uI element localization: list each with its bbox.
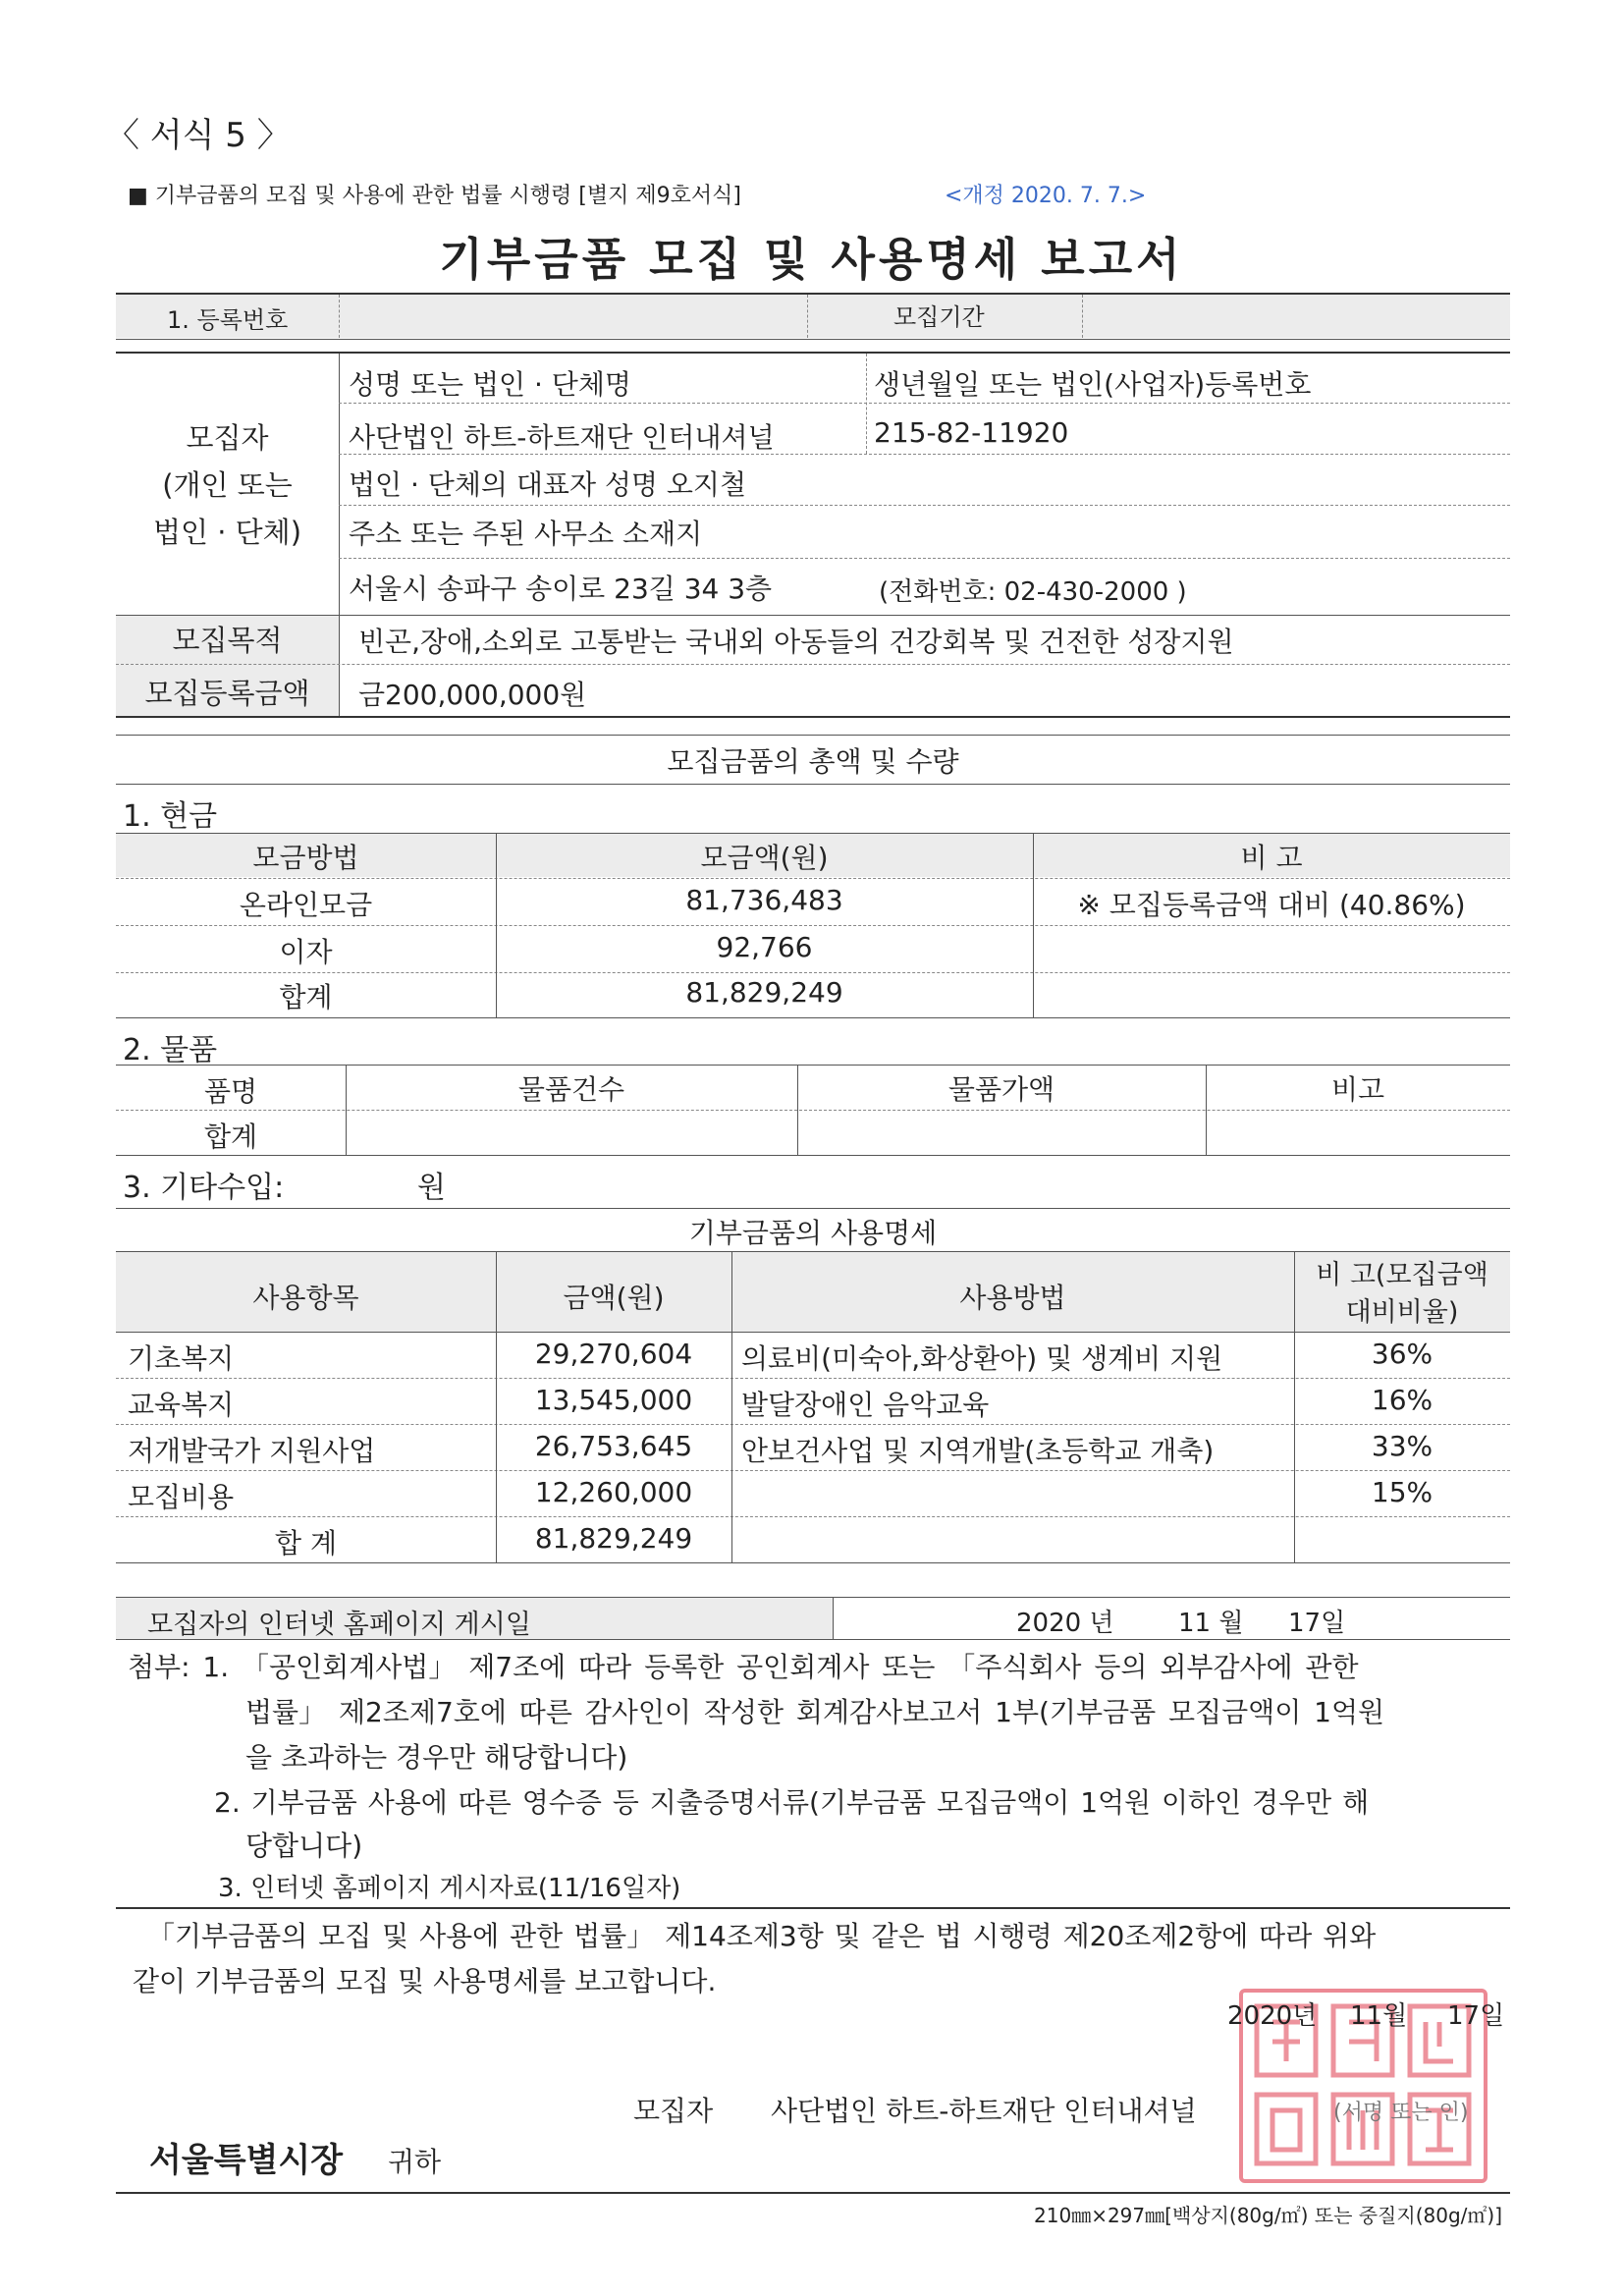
attachment-3: 3. 인터넷 홈페이지 게시자료(11/16일자) — [218, 1874, 681, 1903]
usage-header-note-line1: 비 고(모집금액 — [1316, 1260, 1488, 1290]
usage-row-overseas-ratio: 33% — [1371, 1430, 1434, 1462]
goods-header-note: 비고 — [1330, 1073, 1385, 1106]
usage-row-basic-welfare-method: 의료비(미숙아,화상환아) 및 생계비 지원 — [741, 1342, 1223, 1375]
usage-row-overseas-item: 저개발국가 지원사업 — [128, 1435, 376, 1467]
goods-heading: 2. 물품 — [123, 1033, 218, 1067]
usage-row-basic-welfare-ratio: 36% — [1371, 1338, 1434, 1370]
cash-heading: 1. 현금 — [123, 799, 218, 834]
paper-spec: 210㎜×297㎜[백상지(80g/㎡) 또는 중질지(80g/㎡)] — [1034, 2204, 1502, 2227]
address-label: 주소 또는 주된 사무소 소재지 — [349, 518, 703, 550]
usage-total-label: 합 계 — [275, 1527, 337, 1559]
other-income-label: 3. 기타수입: — [123, 1171, 285, 1205]
attachment-1-line2: 법률」 제2조제7호에 따른 감사인이 작성한 회계감사보고서 1부(기부금품 모집금액이 1억원 — [245, 1696, 1385, 1728]
usage-row-overseas-method: 안보건사업 및 지역개발(초등학교 개축) — [741, 1435, 1215, 1467]
cash-row-total-method: 합계 — [279, 981, 333, 1013]
declaration-line2: 같이 기부금품의 모집 및 사용명세를 보고합니다. — [133, 1965, 717, 1997]
attachment-1-line3: 을 초과하는 경우만 해당합니다) — [245, 1741, 628, 1774]
cash-row-online-method: 온라인모금 — [239, 889, 373, 921]
cash-header-amount: 모금액(원) — [700, 842, 829, 874]
cash-row-interest-method: 이자 — [279, 936, 333, 968]
goods-header-name: 품명 — [203, 1075, 258, 1108]
form-label: 〈 서식 5 〉 — [106, 116, 291, 155]
registration-number-label: 1. 등록번호 — [167, 306, 289, 334]
cash-row-total-amount: 81,829,249 — [685, 976, 843, 1009]
usage-row-education-amount: 13,545,000 — [534, 1384, 693, 1416]
purpose-label: 모집목적 — [172, 624, 283, 657]
goods-total-label: 합계 — [203, 1121, 258, 1153]
law-reference: ■ 기부금품의 모집 및 사용에 관한 법률 시행령 [별지 제9호서식] — [128, 184, 741, 208]
phone-number: (전화번호: 02-430-2000 ) — [879, 577, 1187, 607]
usage-row-education-item: 교육복지 — [128, 1389, 235, 1421]
signer-label: 모집자 — [633, 2095, 714, 2127]
goods-header-count: 물품건수 — [517, 1073, 625, 1106]
totals-heading: 모집금품의 총액 및 수량 — [667, 745, 959, 778]
usage-row-cost-item: 모집비용 — [128, 1481, 235, 1513]
collector-name-value: 사단법인 하트-하트재단 인터내셔널 — [349, 421, 775, 454]
usage-row-cost-ratio: 15% — [1371, 1476, 1434, 1508]
target-amount-value: 금200,000,000원 — [358, 679, 587, 711]
usage-header-note-line2: 대비비율) — [1345, 1297, 1459, 1328]
homepage-post-day: 17일 — [1288, 1609, 1346, 1638]
declaration-line1: 「기부금품의 모집 및 사용에 관한 법률」 제14조제3항 및 같은 법 시행령 제20조제2항에 따라 위와 — [147, 1920, 1377, 1952]
collector-regno-label: 생년월일 또는 법인(사업자)등록번호 — [874, 368, 1312, 401]
signer-name: 사단법인 하트-하트재단 인터내셔널 — [771, 2095, 1197, 2127]
cash-row-online-amount: 81,736,483 — [685, 884, 843, 916]
cash-row-online-note: ※ 모집등록금액 대비 (40.86%) — [1077, 889, 1466, 921]
registration-row-bg — [116, 295, 1510, 338]
representative-line: 법인 · 단체의 대표자 성명 오지철 — [349, 468, 747, 501]
homepage-post-year: 2020 년 — [1016, 1609, 1114, 1638]
usage-row-basic-welfare-item: 기초복지 — [128, 1342, 235, 1375]
sign-date-month: 11월 — [1350, 2001, 1408, 2031]
usage-row-cost-amount: 12,260,000 — [534, 1476, 693, 1508]
attachment-1-line1: 첨부: 1. 「공인회계사법」 제7조에 따라 등록한 공인회계사 또는 「주식회사 등의 외부감사에 관한 — [128, 1651, 1359, 1683]
revision-note: <개정 2020. 7. 7.> — [945, 184, 1147, 208]
recipient-name: 서울특별시장 — [149, 2141, 344, 2180]
purpose-value: 빈곤,장애,소외로 고통받는 국내외 아동들의 건강회복 및 건전한 성장지원 — [358, 626, 1234, 658]
usage-header-item: 사용항목 — [252, 1282, 359, 1314]
usage-row-education-ratio: 16% — [1371, 1384, 1434, 1416]
sign-date-day: 17일 — [1447, 2001, 1505, 2031]
usage-header-amount: 금액(원) — [563, 1282, 665, 1314]
usage-row-education-method: 발달장애인 음악교육 — [741, 1389, 990, 1421]
cash-header-method: 모금방법 — [252, 842, 359, 874]
usage-header-method: 사용방법 — [959, 1282, 1066, 1314]
cash-row-interest-amount: 92,766 — [716, 931, 813, 963]
recipient-suffix: 귀하 — [388, 2146, 442, 2178]
target-amount-label: 모집등록금액 — [144, 677, 310, 710]
collector-regno-value: 215-82-11920 — [874, 416, 1069, 449]
homepage-post-month: 11 월 — [1178, 1609, 1244, 1638]
sign-date-year: 2020년 — [1227, 2001, 1318, 2031]
collection-period-label: 모집기간 — [893, 303, 985, 331]
other-income-unit: 원 — [417, 1171, 446, 1205]
cash-header-note: 비 고 — [1240, 842, 1303, 874]
attachment-2-line1: 2. 기부금품 사용에 따른 영수증 등 지출증명서류(기부금품 모집금액이 1억원 이하인 경우만 해 — [214, 1786, 1370, 1819]
usage-row-overseas-amount: 26,753,645 — [534, 1430, 693, 1462]
collector-name-label: 성명 또는 법인 · 단체명 — [349, 368, 631, 401]
goods-header-value: 물품가액 — [947, 1073, 1055, 1106]
signer-seal-placeholder: (서명 또는 인) — [1333, 2101, 1469, 2125]
page-title: 기부금품 모집 및 사용명세 보고서 — [439, 233, 1184, 286]
collector-label-line3: 법인 · 단체) — [152, 516, 302, 549]
homepage-post-label: 모집자의 인터넷 홈페이지 게시일 — [147, 1610, 531, 1640]
attachment-2-line2: 당합니다) — [245, 1830, 363, 1862]
usage-heading: 기부금품의 사용명세 — [688, 1217, 938, 1249]
collector-label-line2: (개인 또는 — [162, 468, 293, 502]
usage-total-amount: 81,829,249 — [534, 1522, 693, 1555]
collector-label-line1: 모집자 — [186, 421, 269, 455]
address-value: 서울시 송파구 송이로 23길 34 3층 — [349, 573, 773, 605]
usage-row-basic-welfare-amount: 29,270,604 — [534, 1338, 693, 1370]
